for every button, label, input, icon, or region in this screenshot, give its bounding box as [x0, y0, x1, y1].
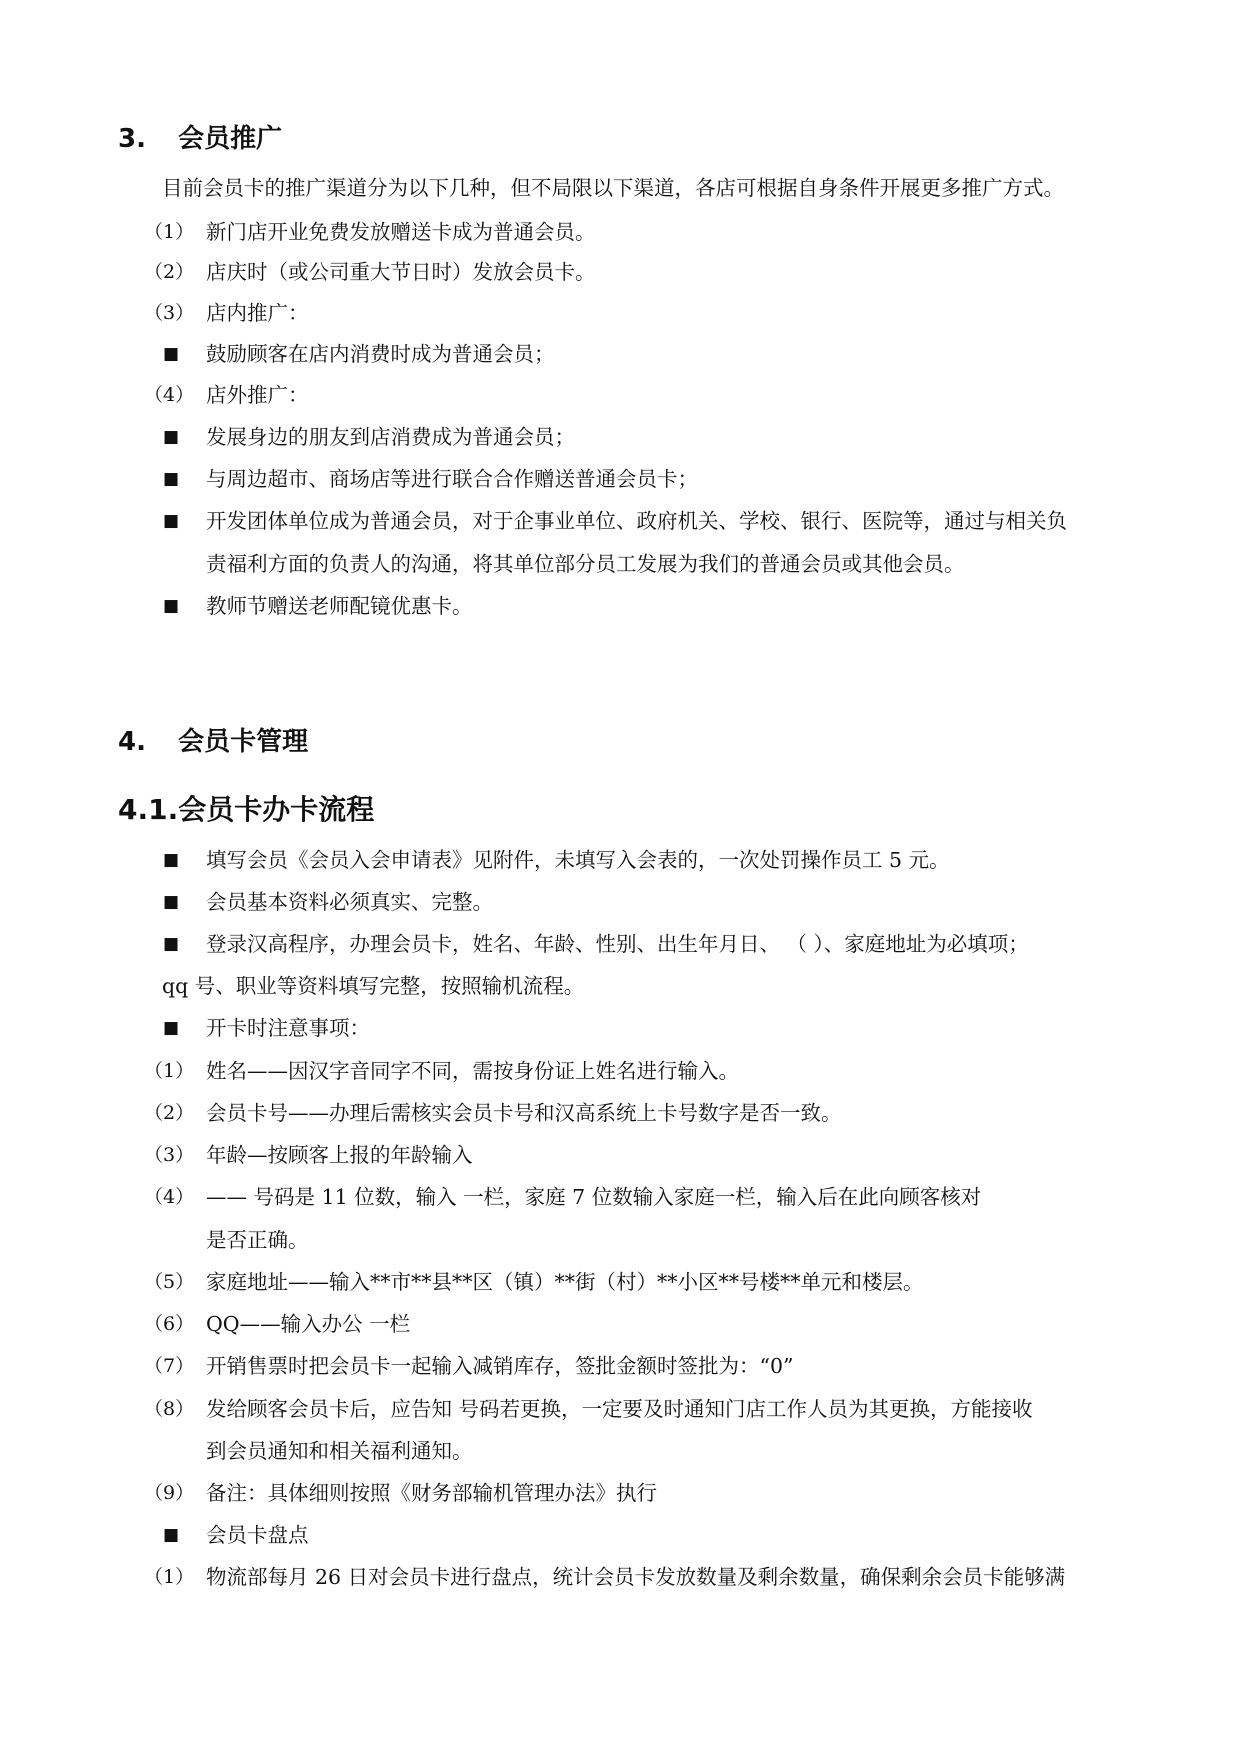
- list-item: 物流部每月 26 日对会员卡进行盘点，统计会员卡发放数量及剩余数量，确保剩余会员卡能够满: [206, 1565, 1066, 1589]
- section-4-number: 4.: [118, 727, 146, 757]
- list-item-continuation: 是否正确。: [206, 1228, 309, 1252]
- list-item: 店外推广：: [206, 383, 309, 407]
- list-marker: （1）: [144, 221, 195, 243]
- list-item: 会员基本资料必须真实、完整。: [206, 890, 493, 914]
- list-item: 店庆时（或公司重大节日时）发放会员卡。: [206, 260, 596, 284]
- list-marker: （3）: [144, 302, 195, 324]
- list-item: 会员卡号——办理后需核实会员卡号和汉高系统上卡号数字是否一致。: [206, 1101, 842, 1125]
- list-item: 会员卡盘点: [206, 1523, 309, 1547]
- bullet-marker: ■: [163, 469, 180, 489]
- bullet-marker: ■: [163, 934, 180, 954]
- list-marker: （7）: [144, 1355, 195, 1377]
- list-item: 开销售票时把会员卡一起输入减销库存，签批金额时签批为：“0”: [206, 1354, 794, 1378]
- section-4-title: 会员卡管理: [178, 727, 309, 757]
- list-item: 填写会员《会员入会申请表》见附件，未填写入会表的，一次处罚操作员工 5 元。: [206, 848, 950, 872]
- section-4-heading: [118, 725, 308, 759]
- list-marker: （9）: [144, 1482, 195, 1504]
- list-item: 备注：具体细则按照《财务部输机管理办法》执行: [206, 1481, 657, 1505]
- section-3-number: 3.: [118, 124, 146, 154]
- list-marker: （2）: [144, 261, 195, 283]
- list-marker: （1）: [144, 1566, 195, 1588]
- list-marker: （1）: [144, 1060, 195, 1082]
- list-item: 登录汉高程序，办理会员卡，姓名、年龄、性别、出生年月日、 （ ）、家庭地址为必填项；: [206, 932, 1029, 956]
- list-item: 与周边超市、商场店等进行联合合作赠送普通会员卡；: [206, 467, 698, 491]
- bullet-marker: ■: [163, 511, 180, 531]
- list-marker: （6）: [144, 1313, 195, 1335]
- list-item: 开卡时注意事项：: [206, 1016, 370, 1040]
- list-marker: （3）: [144, 1144, 195, 1166]
- list-item: 店内推广：: [206, 301, 309, 325]
- list-marker: （4）: [144, 1186, 195, 1208]
- list-item: —— 号码是 11 位数，输入 一栏，家庭 7 位数输入家庭一栏，输入后在此向顾客核对: [206, 1185, 982, 1209]
- subsection-4-1-number: 4.1.: [118, 793, 179, 826]
- section-3-heading: [118, 122, 282, 156]
- list-item-continuation: 责福利方面的负责人的沟通，将其单位部分员工发展为我们的普通会员或其他会员。: [206, 552, 965, 576]
- section-3-intro: 目前会员卡的推广渠道分为以下几种，但不局限以下渠道，各店可根据自身条件开展更多推广方式。: [162, 176, 1064, 200]
- list-item-continuation: qq 号、职业等资料填写完整，按照输机流程。: [162, 974, 585, 998]
- list-item: 年龄—按顾客上报的年龄输入: [206, 1143, 473, 1167]
- list-item: 家庭地址——输入**市**县**区（镇）**街（村）**小区**号楼**单元和楼层。: [206, 1270, 924, 1294]
- bullet-marker: ■: [163, 427, 180, 447]
- bullet-marker: ■: [163, 892, 180, 912]
- list-marker: （4）: [144, 384, 195, 406]
- list-item: QQ——输入办公 一栏: [206, 1312, 411, 1336]
- bullet-marker: ■: [163, 596, 180, 616]
- list-marker: （2）: [144, 1102, 195, 1124]
- list-item: 姓名——因汉字音同字不同，需按身份证上姓名进行输入。: [206, 1059, 739, 1083]
- subsection-4-1-title: 会员卡办卡流程: [178, 793, 375, 826]
- list-item: 教师节赠送老师配镜优惠卡。: [206, 594, 473, 618]
- bullet-marker: ■: [163, 1018, 180, 1038]
- list-item: 鼓励顾客在店内消费时成为普通会员；: [206, 342, 555, 366]
- subsection-4-1-heading: [118, 792, 374, 828]
- list-marker: （5）: [144, 1271, 195, 1293]
- list-item: 新门店开业免费发放赠送卡成为普通会员。: [206, 220, 596, 244]
- list-item: 开发团体单位成为普通会员，对于企事业单位、政府机关、学校、银行、医院等，通过与相关负: [206, 509, 1067, 533]
- list-marker: （8）: [144, 1398, 195, 1420]
- list-item: 发给顾客会员卡后，应告知 号码若更换，一定要及时通知门店工作人员为其更换，方能接收: [206, 1397, 1033, 1421]
- list-item-continuation: 到会员通知和相关福利通知。: [206, 1439, 473, 1463]
- section-3-title: 会员推广: [178, 124, 283, 154]
- bullet-marker: ■: [163, 850, 180, 870]
- bullet-marker: ■: [163, 344, 180, 364]
- list-item: 发展身边的朋友到店消费成为普通会员；: [206, 425, 575, 449]
- bullet-marker: ■: [163, 1525, 180, 1545]
